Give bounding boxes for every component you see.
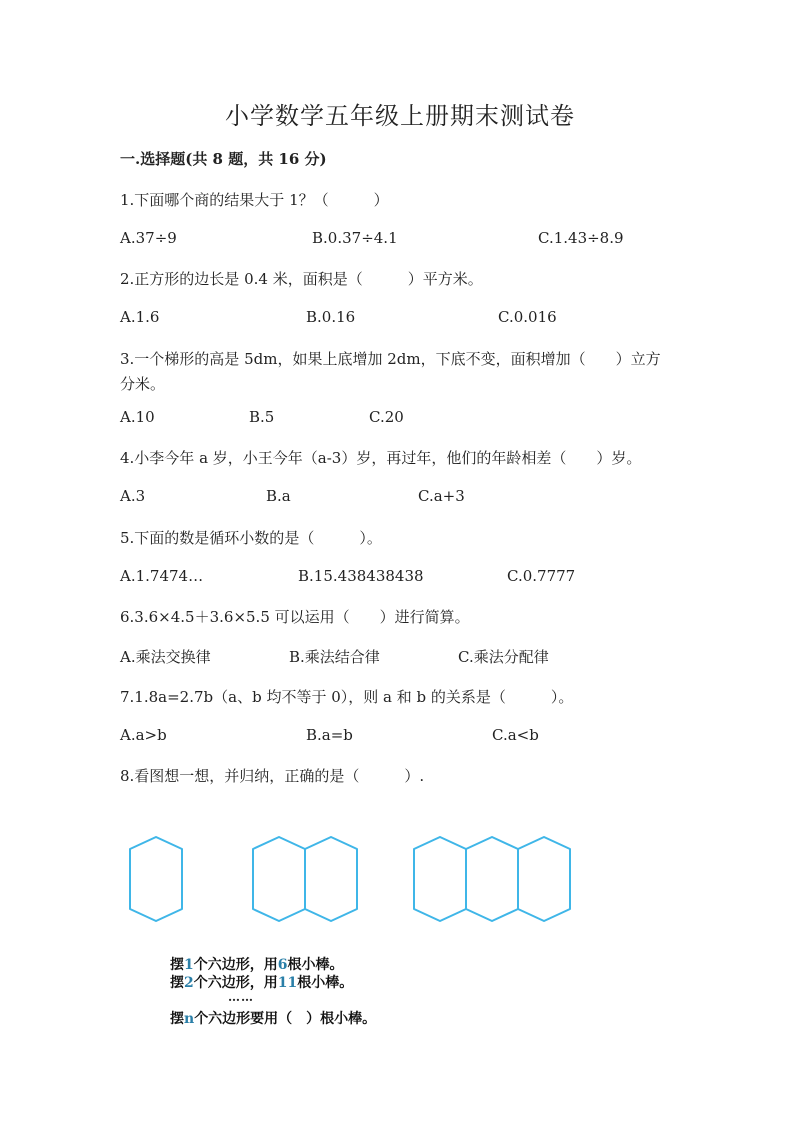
- q1-option-b: B.0.37÷4.1: [312, 229, 398, 247]
- hexagon: [305, 837, 357, 921]
- hexagon-group-1: [130, 837, 182, 921]
- q3-option-c: C.20: [369, 408, 404, 426]
- question-5: 5.下面的数是循环小数的是（ ）。: [120, 529, 382, 547]
- q3-option-a: A.10: [120, 408, 155, 426]
- q3-option-b: B.5: [249, 408, 275, 426]
- hexagon: [518, 837, 570, 921]
- hexagon: [253, 837, 305, 921]
- caption-ellipsis: ……: [228, 990, 254, 1004]
- q4-option-b: B.a: [266, 487, 291, 505]
- hexagon: [414, 837, 466, 921]
- section-heading: 一.选择题(共 8 题，共 16 分): [120, 150, 327, 168]
- q7-option-b: B.a=b: [306, 726, 353, 744]
- question-3: 3.一个梯形的高是 5dm，如果上底增加 2dm，下底不变，面积增加（ ）立方: [120, 350, 661, 368]
- hexagon-figure: [120, 825, 590, 930]
- question-6: 6.3.6×4.5＋3.6×5.5 可以运用（ ）进行简算。: [120, 608, 470, 626]
- hexagon: [466, 837, 518, 921]
- q2-option-c: C.0.016: [498, 308, 557, 326]
- question-8: 8.看图想一想，并归纳，正确的是（ ）.: [120, 767, 425, 785]
- q5-option-a: A.1.7474…: [120, 567, 204, 585]
- q6-option-a: A.乘法交换律: [120, 648, 211, 666]
- q7-option-c: C.a<b: [492, 726, 539, 744]
- q5-option-b: B.15.438438438: [298, 567, 424, 585]
- q2-option-b: B.0.16: [306, 308, 356, 326]
- question-1: 1.下面哪个商的结果大于 1？（ ）: [120, 191, 389, 209]
- question-4: 4.小李今年 a 岁，小王今年（a-3）岁，再过年，他们的年龄相差（ ）岁。: [120, 449, 642, 467]
- q1-option-a: A.37÷9: [120, 229, 177, 247]
- q6-option-c: C.乘法分配律: [458, 648, 549, 666]
- caption-line-2: 摆2个六边形，用11根小棒。: [170, 975, 354, 991]
- q1-option-c: C.1.43÷8.9: [538, 229, 624, 247]
- q7-option-a: A.a>b: [120, 726, 167, 744]
- q4-option-c: C.a+3: [418, 487, 465, 505]
- question-3-continued: 分米。: [120, 375, 166, 393]
- question-2: 2.正方形的边长是 0.4 米，面积是（ ）平方米。: [120, 270, 483, 288]
- hexagon-group-2: [253, 837, 357, 921]
- q6-option-b: B.乘法结合律: [289, 648, 380, 666]
- caption-line-3: 摆n个六边形要用（ ）根小棒。: [170, 1011, 377, 1027]
- hexagon: [130, 837, 182, 921]
- q5-option-c: C.0.7777: [507, 567, 576, 585]
- question-7: 7.1.8a=2.7b（a、b 均不等于 0），则 a 和 b 的关系是（ ）。: [120, 688, 574, 706]
- caption-line-1: 摆1个六边形，用6根小棒。: [170, 957, 344, 973]
- q4-option-a: A.3: [120, 487, 146, 505]
- hexagon-group-3: [414, 837, 570, 921]
- q2-option-a: A.1.6: [120, 308, 160, 326]
- page-title: 小学数学五年级上册期末测试卷: [225, 102, 575, 130]
